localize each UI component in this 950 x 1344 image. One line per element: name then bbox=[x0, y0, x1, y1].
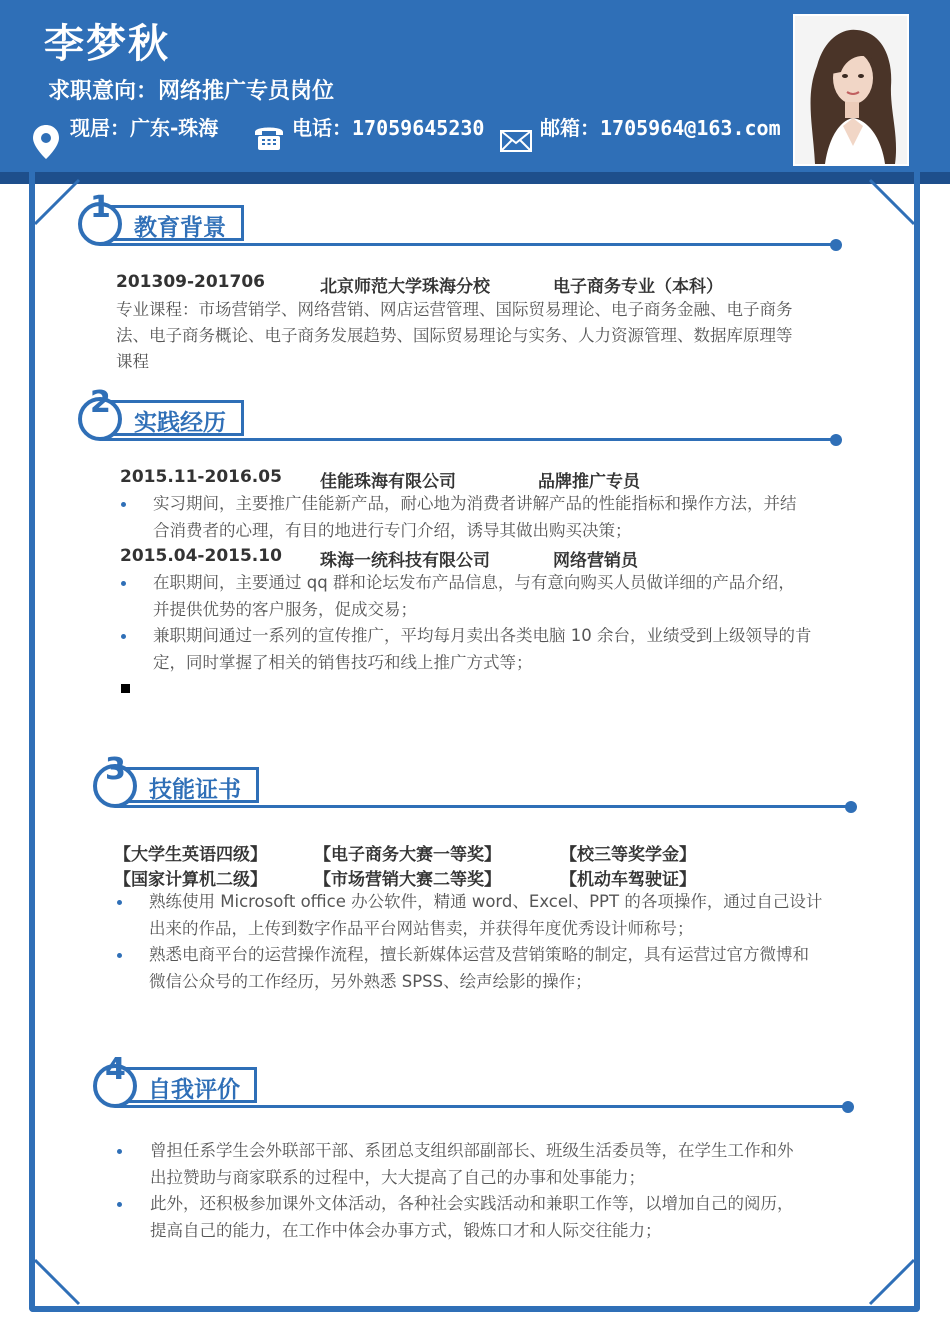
bullet-dot bbox=[117, 1149, 122, 1154]
location-pin-icon bbox=[32, 124, 60, 160]
section-number: 4 bbox=[105, 1052, 126, 1087]
job-bullet-line: 并提供优势的客户服务，促成交易； bbox=[153, 600, 417, 619]
self-bullet-line: 曾担任系学生会外联部干部、系团总支组织部副部长、班级生活委员等，在学生工作和外 bbox=[150, 1141, 794, 1160]
job-period: 2015.11-2016.05 bbox=[120, 467, 282, 487]
section-number: 1 bbox=[90, 190, 111, 225]
job-role: 网络营销员 bbox=[553, 551, 638, 571]
bullet-dot bbox=[117, 953, 122, 958]
section-divider bbox=[100, 438, 835, 441]
self-bullet-line: 提高自己的能力，在工作中体会办事方式，锻炼口才和人际交往能力； bbox=[150, 1221, 662, 1240]
job-period: 2015.04-2015.10 bbox=[120, 546, 282, 566]
location-text: 现居：广东-珠海 bbox=[70, 116, 219, 140]
section-divider-dot bbox=[845, 801, 857, 813]
self-bullet-line: 出拉赞助与商家联系的过程中，大大提高了自己的办事和处事能力； bbox=[150, 1168, 645, 1187]
section-divider-dot bbox=[830, 434, 842, 446]
section-number: 2 bbox=[90, 385, 111, 420]
job-company: 佳能珠海有限公司 bbox=[320, 472, 456, 492]
corner-decoration-tr bbox=[866, 178, 916, 228]
job-company: 珠海一统科技有限公司 bbox=[320, 551, 490, 571]
section-title: 技能证书 bbox=[149, 777, 241, 803]
section-divider-dot bbox=[830, 239, 842, 251]
section-divider bbox=[115, 805, 850, 808]
section-divider bbox=[100, 243, 835, 246]
edu-school: 北京师范大学珠海分校 bbox=[320, 277, 490, 297]
cert-item: 【大学生英语四级】 bbox=[114, 845, 267, 865]
skill-bullet-line: 熟练使用 Microsoft office 办公软件，精通 word、Excel、PPT 的各项操作，通过自己设计 bbox=[149, 892, 823, 911]
candidate-name: 李梦秋 bbox=[44, 21, 170, 67]
job-bullet-line: 合消费者的心理，有目的地进行专门介绍，诱导其做出购买决策； bbox=[153, 521, 632, 540]
cert-item: 【校三等奖学金】 bbox=[560, 845, 696, 865]
section-title: 自我评价 bbox=[148, 1077, 240, 1103]
job-role: 品牌推广专员 bbox=[538, 472, 640, 492]
skill-bullet-line: 出来的作品，上传到数字作品平台网站售卖，并获得年度优秀设计师称号； bbox=[149, 919, 694, 938]
job-bullet-line: 兼职期间通过一系列的宣传推广，平均每月卖出各类电脑 10 余台，业绩受到上级领导的肯 bbox=[153, 626, 812, 645]
edu-courses-line: 课程 bbox=[116, 352, 149, 371]
mail-icon bbox=[500, 130, 532, 152]
skill-bullet-line: 熟悉电商平台的运营操作流程，擅长新媒体运营及营销策略的制定，具有运营过官方微博和 bbox=[149, 945, 809, 964]
email-text: 邮箱：1705964@163.com bbox=[540, 116, 781, 140]
job-bullet-line: 实习期间，主要推广佳能新产品，耐心地为消费者讲解产品的性能指标和操作方法，并结 bbox=[153, 494, 797, 513]
bullet-dot bbox=[117, 900, 122, 905]
section-number: 3 bbox=[105, 752, 126, 787]
edu-courses-line: 专业课程：市场营销学、网络营销、网店运营管理、国际贸易理论、电子商务金融、电子商务 bbox=[116, 300, 793, 319]
edu-period: 201309-201706 bbox=[116, 272, 265, 292]
job-intent: 求职意向：网络推广专员岗位 bbox=[48, 79, 335, 104]
corner-decoration-br bbox=[866, 1256, 916, 1306]
section-title: 教育背景 bbox=[134, 215, 226, 241]
skill-bullet-line: 微信公众号的工作经历，另外熟悉 SPSS、绘声绘影的操作； bbox=[149, 972, 592, 991]
cert-item: 【机动车驾驶证】 bbox=[560, 870, 696, 890]
bullet-dot bbox=[121, 634, 126, 639]
edu-courses-line: 法、电子商务概论、电子商务发展趋势、国际贸易理论与实务、人力资源管理、数据库原理等 bbox=[116, 326, 793, 345]
corner-decoration-bl bbox=[35, 1256, 85, 1306]
section-divider-dot bbox=[842, 1101, 854, 1113]
phone-text: 电话：17059645230 bbox=[292, 116, 485, 140]
phone-icon bbox=[252, 122, 286, 152]
bullet-dot bbox=[117, 1202, 122, 1207]
cert-item: 【市场营销大赛二等奖】 bbox=[314, 870, 501, 890]
cert-item: 【国家计算机二级】 bbox=[114, 870, 267, 890]
job-bullet-line: 在职期间，主要通过 qq 群和论坛发布产品信息，与有意向购买人员做详细的产品介绍， bbox=[153, 573, 795, 592]
square-bullet bbox=[121, 684, 130, 693]
edu-major: 电子商务专业（本科） bbox=[553, 277, 723, 297]
bullet-dot bbox=[121, 502, 126, 507]
section-divider bbox=[115, 1105, 850, 1108]
section-title: 实践经历 bbox=[134, 410, 226, 436]
cert-item: 【电子商务大赛一等奖】 bbox=[314, 845, 501, 865]
profile-photo bbox=[793, 14, 909, 166]
bullet-dot bbox=[121, 581, 126, 586]
self-bullet-line: 此外，还积极参加课外文体活动，各种社会实践活动和兼职工作等，以增加自己的阅历， bbox=[150, 1194, 794, 1213]
job-bullet-line: 定，同时掌握了相关的销售技巧和线上推广方式等； bbox=[153, 653, 533, 672]
